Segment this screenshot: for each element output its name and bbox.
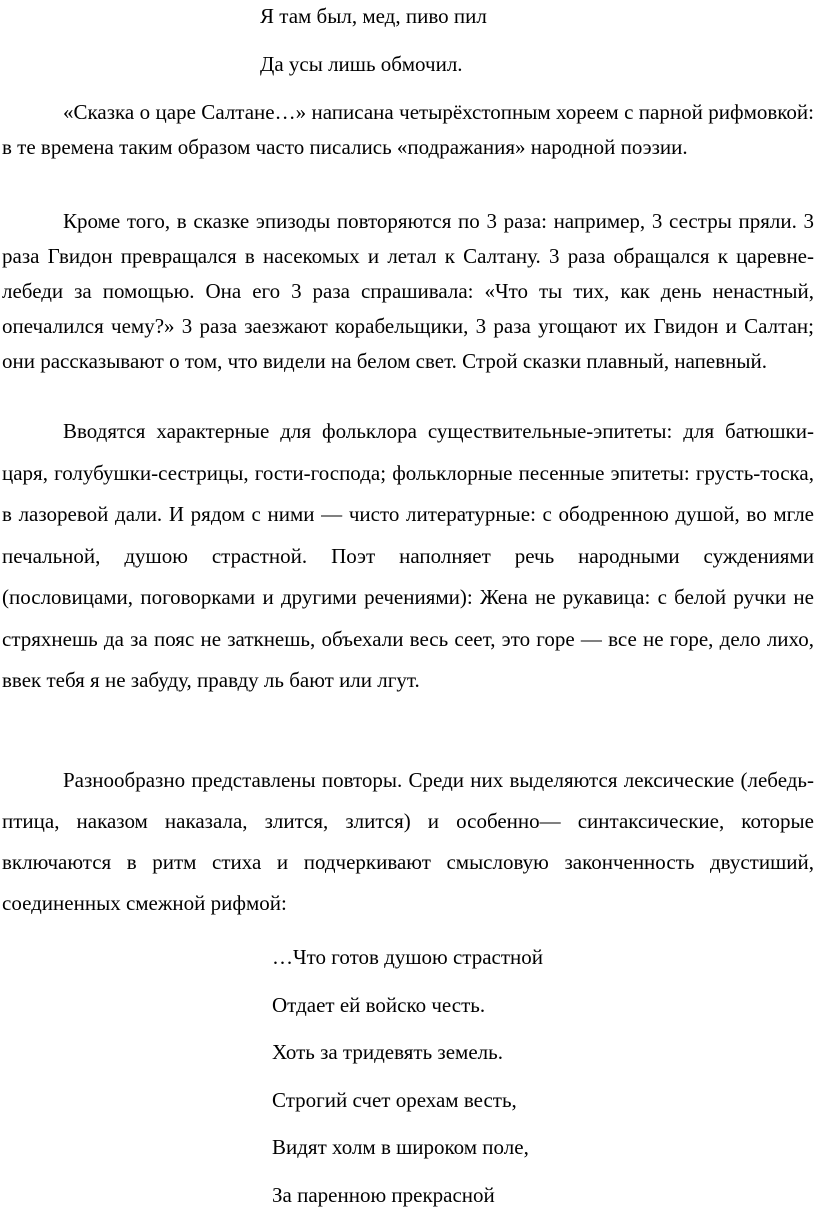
poem-line: Да усы лишь обмочил. bbox=[260, 50, 487, 98]
poem-excerpt-top bbox=[260, 2, 487, 98]
poem-line: Хоть за тридевять земель. bbox=[272, 1038, 543, 1086]
poem-line: За паренною прекрасной bbox=[272, 1181, 543, 1228]
paragraph-repeats-syntax: Разнообразно представлены повторы. Среди них выделяются лексические (лебедь-птица, наказом наказала, злится, злится) и особенно— синтаксические, которые включаются в ритм стиха и подчеркивают смысловую законченность двустиший, соединенных смежной рифмой: bbox=[2, 760, 814, 924]
paragraph-epithets: Вводятся характерные для фольклора существительные-эпитеты: для батюшки-царя, голубушки-сестрицы, гости-господа; фольклорные песенные эпитеты: грусть-тоска, в лазоревой дали. И рядом с ними — чисто литературные: с ободренною душой, во мгле печальной, душою страстной. Поэт наполняет речь народными суждениями (пословицами, поговорками и другими речениями): Жена не рукавица: с белой ручки не стряхнешь да за пояс не заткнешь, объехали весь сеет, это горе — все не горе, дело лихо, ввек тебя я не забуду, правду ль бают или лгут. bbox=[2, 411, 814, 702]
poem-line: Отдает ей войско честь. bbox=[272, 991, 543, 1039]
poem-line: …Что готов душою страстной bbox=[272, 943, 543, 991]
poem-excerpt-bottom bbox=[272, 943, 543, 1228]
poem-line: Строгий счет орехам весть, bbox=[272, 1086, 543, 1134]
paragraph-meter: «Сказка о царе Салтане…» написана четырёхстопным хореем с парной рифмовкой: в те времена таким образом часто писались «подражания» народной поэзии. bbox=[2, 95, 814, 165]
paragraph-repetitions: Кроме того, в сказке эпизоды повторяются по 3 раза: например, 3 сестры пряли. 3 раза Гвидон превращался в насекомых и летал к Салтану. 3 раза обращался к царевне-лебеди за помощью. Она его 3 раза спрашивала: «Что ты тих, как день ненастный, опечалился чему?» 3 раза заезжают корабельщики, 3 раза угощают их Гвидон и Салтан; они рассказывают о том, что видели на белом свет. Строй сказки плавный, напевный. bbox=[2, 204, 814, 379]
poem-line: Видят холм в широком поле, bbox=[272, 1133, 543, 1181]
poem-line: Я там был, мед, пиво пил bbox=[260, 2, 487, 50]
